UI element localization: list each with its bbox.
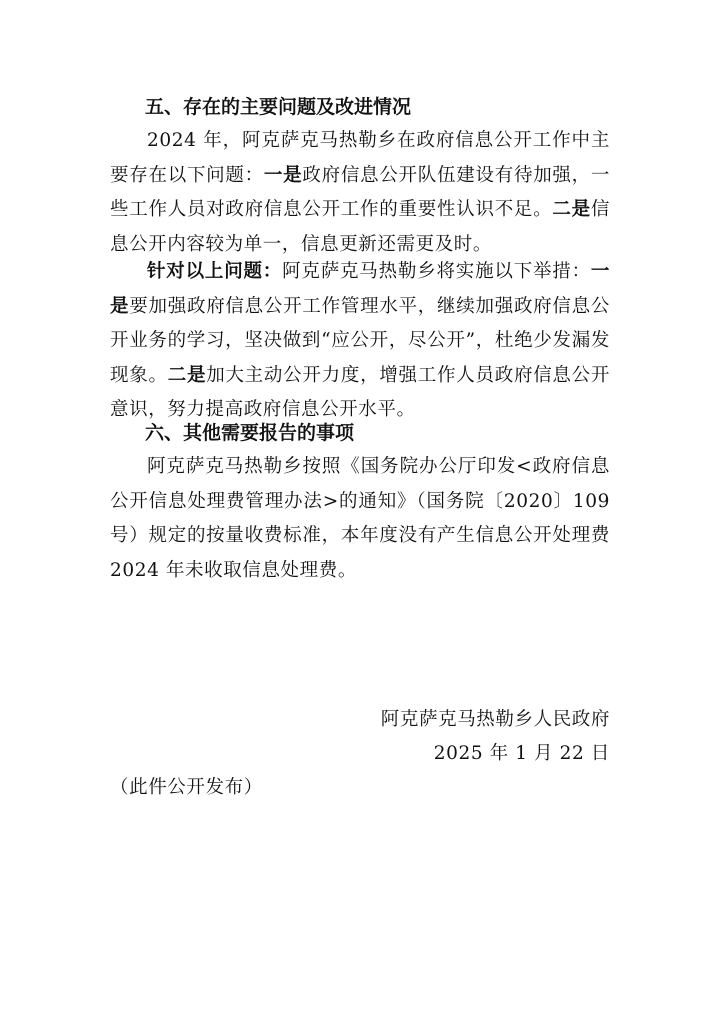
signature-organization: 阿克萨克马热勒乡人民政府 (380, 709, 610, 730)
para2-bold-second: 二是 (167, 364, 207, 386)
para1-bold-first: 一是 (263, 164, 303, 186)
section-6-heading: 六、其他需要报告的事项 (145, 422, 355, 444)
para1-text-2: 政府信息公开队伍建设有待加强，一些工作人员对政府信息公开工作的重要性认识不足。 (110, 164, 611, 220)
para1-text-1: 2024 年，阿克萨克马热勒乡在政府信息公开工作中主要存在以下问题： (110, 130, 610, 186)
para2-text-2: 要加强政府信息公开工作管理水平，继续加强政府信息公开业务的学习，坚决做到“应公开，尽公开”，杜绝少发漏发现象。 (110, 295, 610, 386)
section-5-problems-paragraph (110, 124, 610, 262)
signature-date: 2025 年 1 月 22 日 (433, 743, 610, 764)
para2-bold-lead: 针对以上问题： (147, 261, 283, 282)
section-6-paragraph: 阿克萨克马热勒乡按照《国务院办公厅印发<政府信息公开信息处理费管理办法>的通知》（国务院〔2020〕109 号）规定的按量收费标准，本年度没有产生信息公开处理费 2024 年未收取信息处理费。 (110, 456, 610, 581)
publish-note: （此件公开发布） (110, 777, 263, 798)
para2-text-3: 加大主动公开力度，增强工作人员政府信息公开意识，努力提高政府信息公开水平。 (110, 364, 611, 420)
section-5-heading: 五、存在的主要问题及改进情况 (145, 96, 412, 118)
para1-text-3: 信息公开内容较为单一，信息更新还需更及时。 (110, 199, 611, 255)
section-5-measures-paragraph (110, 255, 610, 428)
para1-bold-second: 二是 (552, 199, 591, 220)
para2-bold-first: 一是 (110, 261, 611, 317)
para2-text-1: 阿克萨克马热勒乡将实施以下举措： (282, 261, 591, 282)
